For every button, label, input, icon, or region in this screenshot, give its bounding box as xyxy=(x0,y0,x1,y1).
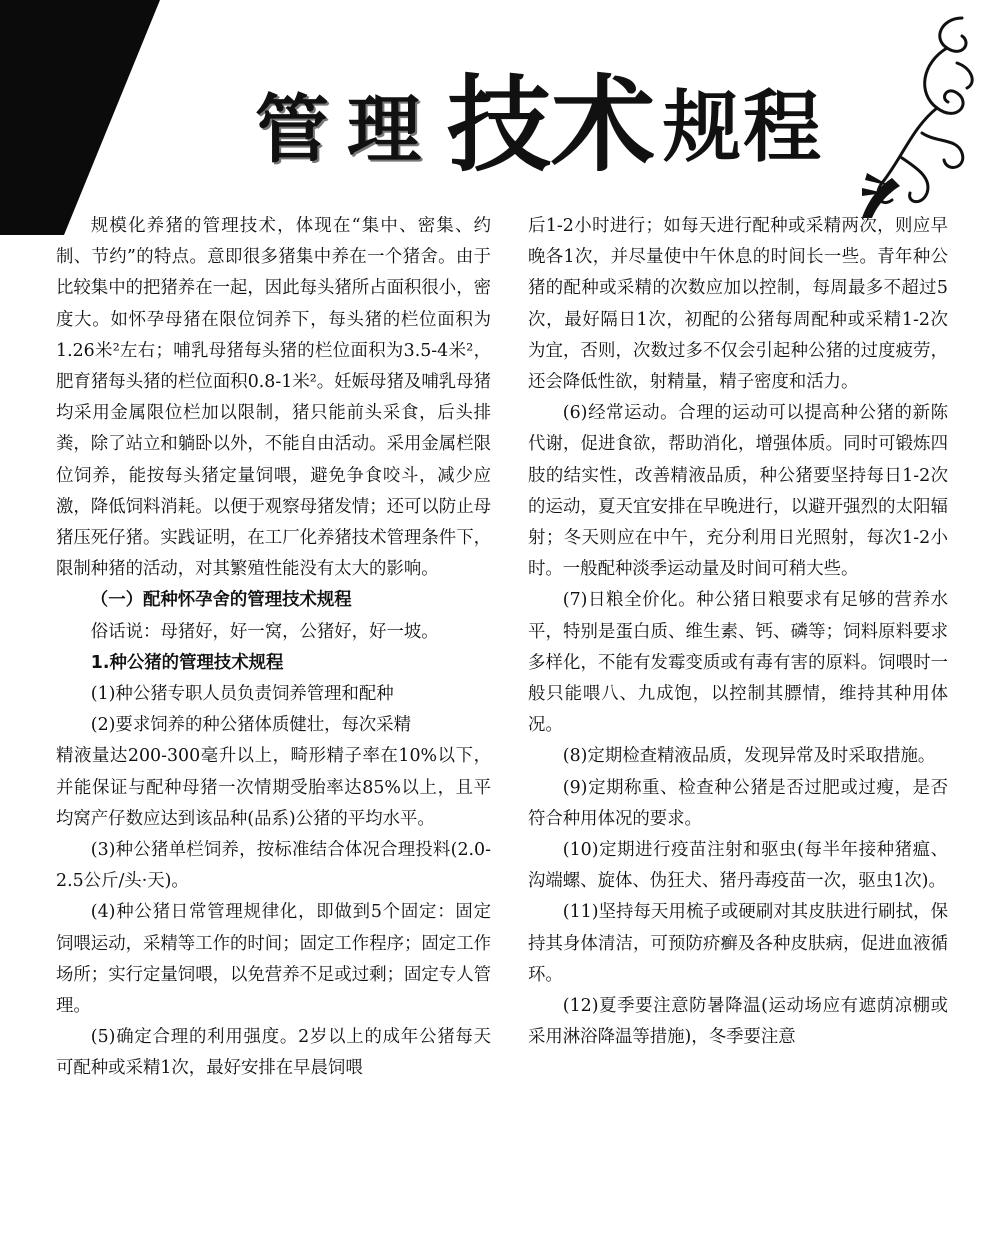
scroll-ornament-icon xyxy=(862,8,982,218)
paragraph: (9)定期称重、检查种公猪是否过肥或过瘦，是否符合种用体况的要求。 xyxy=(528,777,948,829)
paragraph: 后1-2小时进行；如每天进行配种或采精两次，则应早晚各1次，并尽量使中午休息的时间长一些。青年种公猪的配种或采精的次数应加以控制，每周最多不超过5次，最好隔日1次，初配的公猪每周配种或采精1-2次为宜，否则，次数过多不仅会引起种公猪的过度疲劳，还会降低性欲，射精量，精子密度和活力。 xyxy=(528,216,948,393)
article-title xyxy=(255,64,824,186)
paragraph: 俗话说：母猪好，好一窝，公猪好，好一坡。 xyxy=(90,621,439,642)
paragraph: (2)要求饲养的种公猪体质健壮，每次采精 xyxy=(90,715,412,736)
paragraph: (12)夏季要注意防暑降温(运动场应有遮荫凉棚或采用淋浴降温等措施)，冬季要注意 xyxy=(528,996,948,1048)
title-part-1: 管理 xyxy=(255,87,439,173)
paragraph: (6)经常运动。合理的运动可以提高种公猪的新陈代谢，促进食欲，帮助消化，增强体质。同时可锻炼四肢的结实性，改善精液品质，种公猪要坚持每日1-2次的运动，夏天宜安排在早晚进行，以避开强烈的太阳辐射；冬天则应在中午，充分利用日光照射，每次1-2小时。一般配种淡季运动量及时间可稍大些。 xyxy=(528,403,948,580)
left-column xyxy=(56,211,491,1085)
paragraph: 精液量达200-300毫升以上，畸形精子率在10%以下，并能保证与配种母猪一次情期受胎率达85%以上，且平均窝产仔数应达到该品种(品系)公猪的平均水平。 xyxy=(56,746,491,829)
title-part-2: 技术 xyxy=(447,64,656,186)
paragraph: (5)确定合理的利用强度。2岁以上的成年公猪每天可配种或采精1次，最好安排在早晨饲喂 xyxy=(56,1027,491,1079)
corner-wedge-decoration xyxy=(0,0,160,235)
paragraph: (10)定期进行疫苗注射和驱虫(每半年接种猪瘟、沟端螺、旋体、伪狂犬、猪丹毒疫苗一次，驱虫1次)。 xyxy=(528,840,948,892)
title-part-3: 规程 xyxy=(663,83,824,173)
right-column xyxy=(528,211,948,1053)
paragraph: (1)种公猪专职人员负责饲养管理和配种 xyxy=(90,684,394,705)
section-heading: 1.种公猪的管理技术规程 xyxy=(90,652,284,673)
paragraph: (4)种公猪日常管理规律化，即做到5个固定：固定饲喂运动，采精等工作的时间；固定工作程序；固定工作场所；实行定量饲喂，以免营养不足或过剩；固定专人管理。 xyxy=(56,902,491,1017)
paragraph: (7)日粮全价化。种公猪日粮要求有足够的营养水平，特别是蛋白质、维生素、钙、磷等；饲料原料要求多样化，不能有发霉变质或有毒有害的原料。饲喂时一般只能喂八、九成饱，以控制其膘情，维持其种用体况。 xyxy=(528,590,948,736)
paragraph: (8)定期检查精液品质，发现异常及时采取措施。 xyxy=(562,746,936,767)
paragraph: (11)坚持每天用梳子或硬刷对其皮肤进行刷拭，保持其身体清洁，可预防疥癣及各种皮肤病，促进血液循环。 xyxy=(528,902,948,985)
paragraph: (3)种公猪单栏饲养，按标准结合体况合理投料(2.0-2.5公斤/头·天)。 xyxy=(56,840,491,892)
section-heading: （一）配种怀孕舍的管理技术规程 xyxy=(90,590,352,611)
paragraph: 规模化养猪的管理技术，体现在“集中、密集、约制、节约”的特点。意即很多猪集中养在一个猪舍。由于比较集中的把猪养在一起，因此每头猪所占面积很小，密度大。如怀孕母猪在限位饲养下，每头猪的栏位面积为1.26米²左右；哺乳母猪每头猪的栏位面积为3.5-4米²，肥育猪每头猪的栏位面积0.8-1米²。妊娠母猪及哺乳母猪均采用金属限位栏加以限制，猪只能前头采食，后头排粪，除了站立和躺卧以外，不能自由活动。采用金属栏限位饲养，能按每头猪定量饲喂，避免争食咬斗，减少应激，降低饲料消耗。以便于观察母猪发情；还可以防止母猪压死仔猪。实践证明，在工厂化养猪技术管理条件下，限制种猪的活动，对其繁殖性能没有太大的影响。 xyxy=(56,216,491,580)
